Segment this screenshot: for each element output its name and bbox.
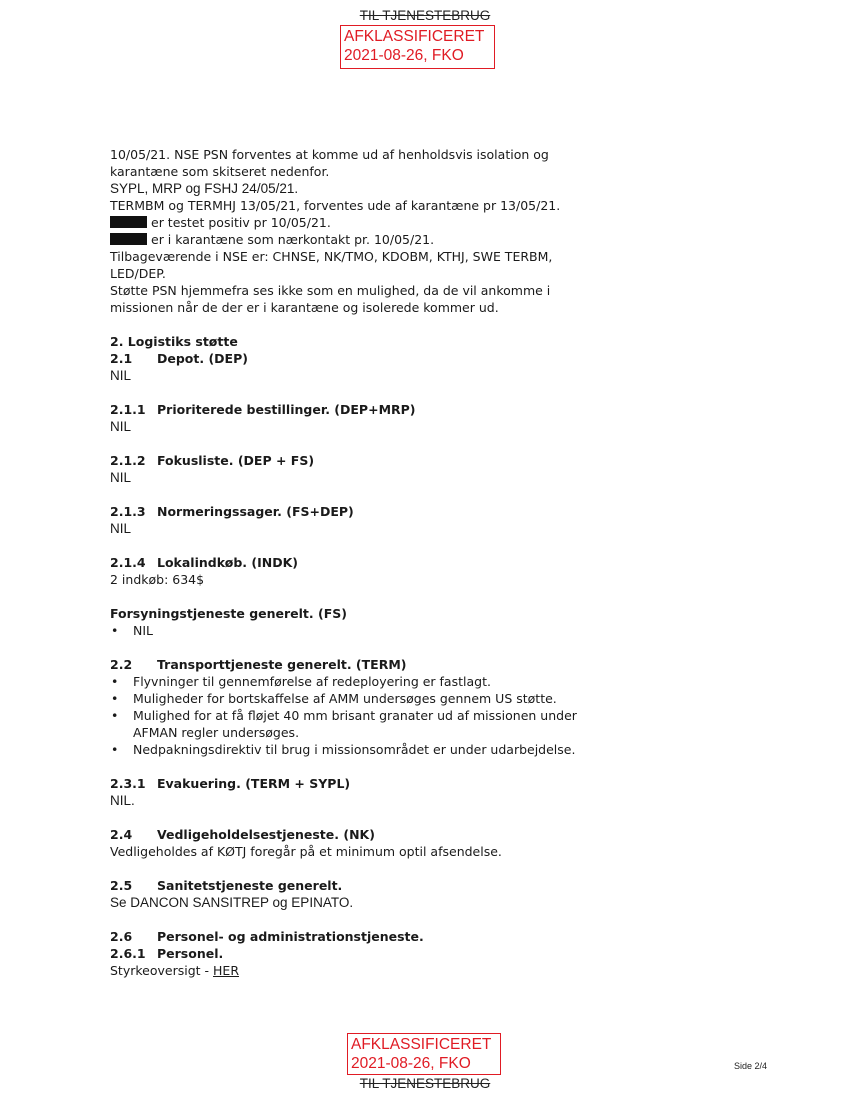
bullet-item-continuation: AFMAN regler undersøges.: [133, 725, 300, 740]
section-number: 2.5: [110, 878, 133, 893]
declassified-stamp-top: [340, 25, 495, 69]
section-body: Vedligeholdes af KØTJ foregår på et minimum optil afsendelse.: [110, 844, 502, 859]
intro-line-text: er i karantæne som nærkontakt pr. 10/05/21.: [151, 232, 435, 247]
body-prefix: Styrkeoversigt -: [110, 963, 214, 978]
section-title: Evakuering. (TERM + SYPL): [157, 776, 351, 791]
section-body: [110, 962, 610, 979]
bullet-item: • Nedpakningsdirektiv til brug i missionsområdet er under udarbejdelse.: [110, 741, 610, 758]
document-body: [110, 146, 610, 979]
section-heading: [110, 877, 610, 894]
section-heading: [110, 826, 610, 843]
section-number: 2.1.1: [110, 402, 146, 417]
bullet-item: • NIL: [110, 622, 610, 639]
section-heading: [110, 554, 610, 571]
bullet-item: • Mulighed for at få fløjet 40 mm brisant granater ud af missionen under: [110, 707, 610, 724]
section-heading: [110, 656, 610, 673]
section-body: NIL: [110, 419, 132, 434]
section-title: Sanitetstjeneste generelt.: [157, 878, 343, 893]
classification-header: TIL TJENESTEBRUG: [359, 8, 491, 23]
section-number: 2.1.4: [110, 555, 146, 570]
section-body: Se DANCON SANSITREP og EPINATO.: [110, 895, 354, 910]
intro-line: LED/DEP.: [110, 266, 166, 281]
intro-line: karantæne som skitseret nedenfor.: [110, 164, 330, 179]
section-number: 2.3.1: [110, 776, 146, 791]
stamp-date: 2021-08-26, FKO: [351, 1055, 471, 1072]
section-title: Personel- og administrationstjeneste.: [157, 929, 424, 944]
intro-line: Tilbageværende i NSE er: CHNSE, NK/TMO, KDOBM, KTHJ, SWE TERBM,: [110, 249, 553, 264]
section-title: Personel.: [157, 946, 224, 961]
stamp-date: 2021-08-26, FKO: [344, 47, 464, 64]
section-title: Lokalindkøb. (INDK): [157, 555, 298, 570]
section-number: 2.4: [110, 827, 133, 842]
section-body: NIL.: [110, 793, 135, 808]
section-heading: 2. Logistiks støtte: [110, 334, 238, 349]
redaction-bar: [110, 233, 147, 245]
section-body: NIL: [110, 470, 132, 485]
declassified-stamp-bottom: [347, 1033, 501, 1075]
section-title: Prioriterede bestillinger. (DEP+MRP): [157, 402, 416, 417]
section-number: 2.6: [110, 929, 133, 944]
intro-line: missionen når de der er i karantæne og isolerede kommer ud.: [110, 300, 499, 315]
section-heading: [110, 928, 610, 945]
intro-line: Støtte PSN hjemmefra ses ikke som en mulighed, da de vil ankomme i: [110, 283, 551, 298]
section-title: Transporttjeneste generelt. (TERM): [157, 657, 407, 672]
section-heading: [110, 401, 610, 418]
page-number: Side 2/4: [734, 1061, 768, 1071]
section-heading: [110, 775, 610, 792]
bullet-item: • Flyvninger til gennemførelse af redeployering er fastlagt.: [110, 673, 610, 690]
section-heading: [110, 945, 610, 962]
section-title: Depot. (DEP): [157, 351, 248, 366]
classification-footer: TIL TJENESTEBRUG: [359, 1076, 491, 1091]
section-heading: [110, 452, 610, 469]
section-number: 2.2: [110, 657, 133, 672]
section-body: NIL: [110, 368, 132, 383]
section-body: 2 indkøb: 634$: [110, 572, 205, 587]
section-body: NIL: [110, 521, 132, 536]
section-heading: Forsyningstjeneste generelt. (FS): [110, 606, 347, 621]
strength-overview-link[interactable]: HER: [213, 963, 239, 978]
section-title: Fokusliste. (DEP + FS): [157, 453, 315, 468]
stamp-label: AFKLASSIFICERET: [351, 1036, 492, 1053]
redaction-bar: [110, 216, 147, 228]
intro-line-redacted: [110, 214, 610, 231]
intro-line: TERMBM og TERMHJ 13/05/21, forventes ude af karantæne pr 13/05/21.: [110, 198, 561, 213]
bullet-item: • Muligheder for bortskaffelse af AMM undersøges gennem US støtte.: [110, 690, 610, 707]
intro-line-text: er testet positiv pr 10/05/21.: [151, 215, 331, 230]
section-title: Vedligeholdelsestjeneste. (NK): [157, 827, 375, 842]
section-number: 2.1.2: [110, 453, 146, 468]
section-number: 2.1.3: [110, 504, 146, 519]
intro-line-redacted: [110, 231, 610, 248]
section-number: 2.1: [110, 351, 133, 366]
section-number: 2.6.1: [110, 946, 146, 961]
section-heading: [110, 503, 610, 520]
stamp-label: AFKLASSIFICERET: [344, 28, 485, 45]
section-title: Normeringssager. (FS+DEP): [157, 504, 354, 519]
section-heading: [110, 350, 610, 367]
intro-line: 10/05/21. NSE PSN forventes at komme ud af henholdsvis isolation og: [110, 147, 549, 162]
intro-line: SYPL, MRP og FSHJ 24/05/21.: [110, 181, 299, 196]
